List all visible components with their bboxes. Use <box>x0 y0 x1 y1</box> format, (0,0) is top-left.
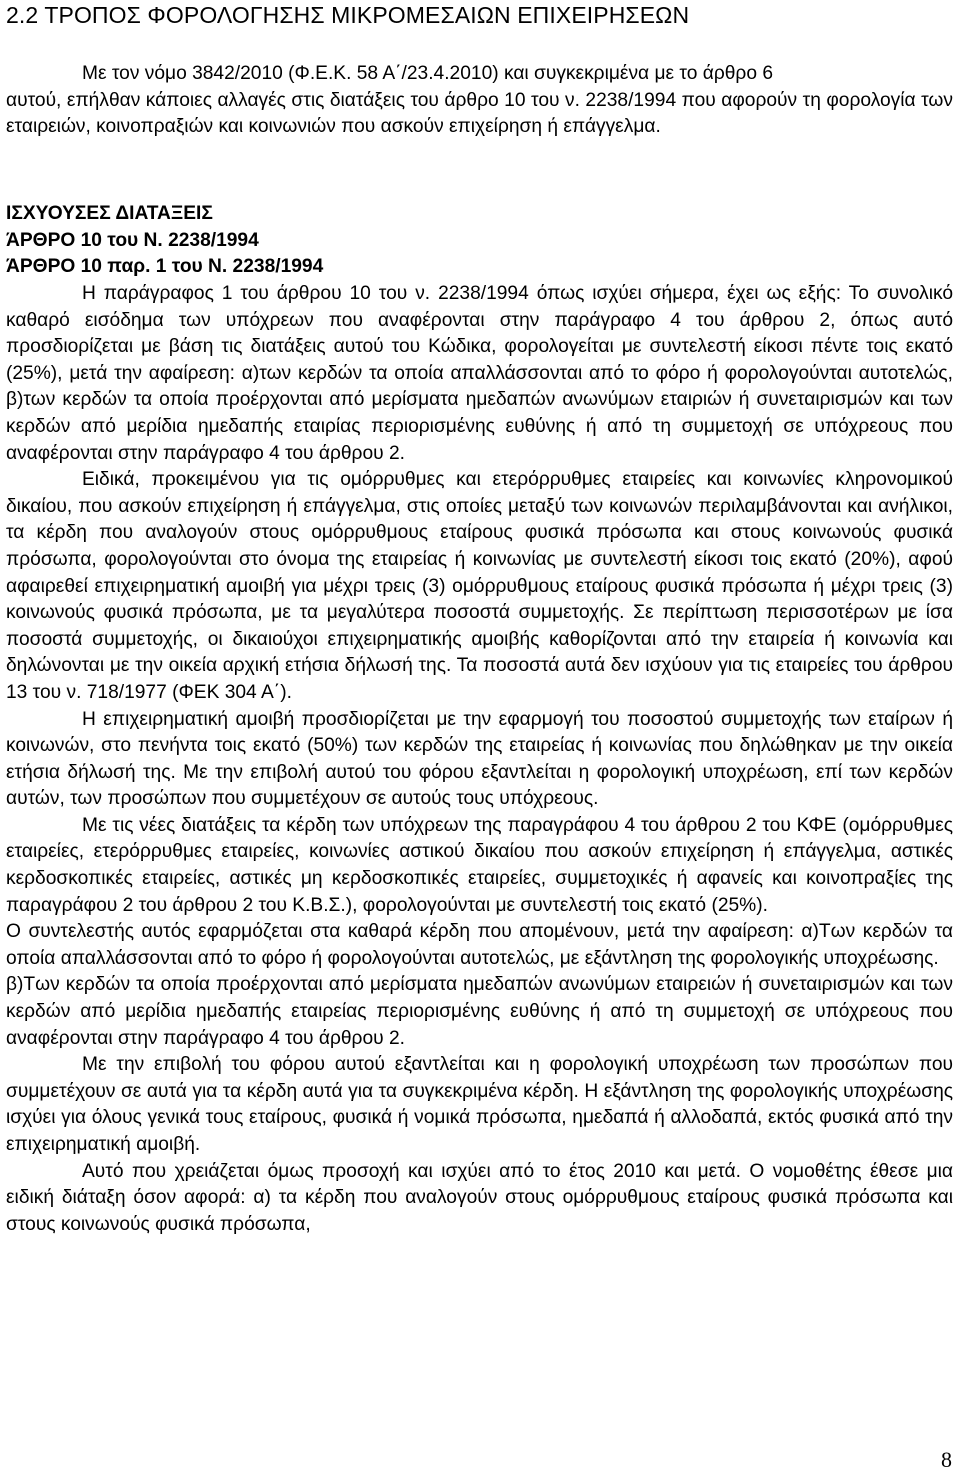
provisions-heading: ΙΣΧΥΟΥΣΕΣ ΔΙΑΤΑΞΕΙΣ <box>6 203 213 224</box>
paragraph-3: Η επιχειρηματική αμοιβή προσδιορίζεται με την εφαρμογή του ποσοστού συμμετοχής των εταίρων ή κοινωνών, στο πενήντα τοις εκατό (50%) των κερδών της εταιρείας ή κοινωνίας που δηλώθηκαν με την οικεία ετήσια δήλωσή της. Με την επιβολή αυτού του φόρου εξαντλείται η φορολογική υποχρέωση, επί των κερδών αυτών, των προσώπων που συμμετέχουν σε αυτούς τους υπόχρεους. <box>6 708 953 810</box>
paragraph-4: Με τις νέες διατάξεις τα κέρδη των υπόχρεων της παραγράφου 4 του άρθρου 2 του ΚΦΕ (ομόρρυθμες εταιρείες, ετερόρρυθμες εταιρείες, κοινωνίες αστικού δικαίου που ασκούν επιχείρηση ή επάγγελμα, αστικές κερδοσκοπικές εταιρείες, αστικές μη κερδοσκοπικές εταιρείες, συμμετοχικές ή αφανείς και κοινοπραξίες της παραγράφου 2 του άρθρου 2 του Κ.Β.Σ.), φορολογούνται με συντελεστή τοις εκατό (25%). <box>6 814 953 916</box>
paragraph-5: Ο συντελεστής αυτός εφαρμόζεται στα καθαρά κέρδη που απομένουν, μετά την αφαίρεση: α)Των κερδών τα οποία απαλλάσσονται από το φόρο ή φορολογούνται αυτοτελώς, με εξάντληση της φορολογικής υποχρέωσης. <box>6 921 953 969</box>
section-heading: 2.2 ΤΡΟΠΟΣ ΦΟΡΟΛΟΓΗΣΗΣ ΜΙΚΡΟΜΕΣΑΙΩΝ ΕΠΙΧΕΙΡΗΣΕΩΝ <box>6 2 690 28</box>
paragraph-8: Αυτό που χρειάζεται όμως προσοχή και ισχύει από το έτος 2010 και μετά. Ο νομοθέτης έθεσε μια ειδική διάταξη όσον αφορά: α) τα κέρδη που αναλογούν στους ομόρρυθμους εταίρους φυσικά πρόσωπα και στους κοινωνούς φυσικά πρόσωπα, <box>6 1160 953 1235</box>
article-paragraph-reference: ΆΡΘΡΟ 10 παρ. 1 του Ν. 2238/1994 <box>6 256 324 278</box>
paragraph-2: Ειδικά, προκειμένου για τις ομόρρυθμες και ετερόρρυθμες εταιρείες και κοινωνίες κληρονομικού δικαίου, που ασκούν επιχείρηση ή επάγγελμα, στις οποίες μεταξύ των κοινωνών περιλαμβάνονται και ανήλικοι, τα κέρδη που αναλογούν στους ομόρρυθμους εταίρους φυσικά πρόσωπα και στους κοινωνούς φυσικά πρόσωπα, φορολογούνται στο όνομα της εταιρείας ή κοινωνίας με συντελεστή είκοσι τοις εκατό (20%), αφού αφαιρεθεί επιχειρηματική αμοιβή για μέχρι τρεις (3) ομόρρυθμους εταίρους φυσικά πρόσωπα ή μέχρι τρεις (3) κοινωνούς φυσικά πρόσωπα, με τα μεγαλύτερα ποσοστά συμμετοχής. Σε περίπτωση περισσοτέρων με ίσα ποσοστά συμμετοχής, οι δικαιούχοι επιχειρηματικής αμοιβής καθορίζονται από την εταιρεία ή κοινωνία και δηλώνονται με την οικεία αρχική ετήσια δήλωσή της. Τα ποσοστά αυτά δεν ισχύουν για τις εταιρείες του άρθρου 13 του ν. 718/1977 (ΦΕΚ 304 Α΄). <box>6 469 953 703</box>
article-reference: ΆΡΘΡΟ 10 του Ν. 2238/1994 <box>6 229 259 251</box>
paragraph-1: Η παράγραφος 1 του άρθρου 10 του ν. 2238/1994 όπως ισχύει σήμερα, έχει ως εξής: Το συνολικό καθαρό εισόδημα των υπόχρεων που αναφέρονται στην παράγραφο 4 του άρθρου 2, όπως αυτό προσδιορίζεται με βάση τις διατάξεις αυτού του Κώδικα, φορολογείται με συντελεστή είκοσι πέντε τοις εκατό (25%), μετά την αφαίρεση: α)των κερδών τα οποία απαλλάσσονται από το φόρο ή φορολογούνται αυτοτελώς, β)των κερδών τα οποία προέρχονται από μερίσματα ημεδαπών ανωνύμων εταιριών ή συνεταιρισμών και των κερδών από μερίδια ημεδαπής εταιρίας περιορισμένης ευθύνης ή από τη συμμετοχή σε υπόχρεους που αναφέρονται στην παράγραφο 4 του άρθρου 2. <box>6 283 953 464</box>
intro-first-line: Με τον νόμο 3842/2010 (Φ.Ε.Κ. 58 Α΄/23.4.2010) και συγκεκριμένα με το άρθρο 6 <box>82 63 773 84</box>
provisions-heading-block <box>6 201 323 281</box>
intro-continuation: αυτού, επήλθαν κάποιες αλλαγές στις διατάξεις του άρθρο 10 του ν. 2238/1994 που αφορούν τη φορολογία των εταιρειών, κοινοπραξιών και κοινωνιών που ασκούν επιχείρηση ή επάγγελμα. <box>6 89 953 138</box>
paragraph-6: β)Των κερδών τα οποία προέρχονται από μερίσματα ημεδαπών ανωνύμων εταιρειών ή συνεταιρισμών και των κερδών από μερίδια ημεδαπής εταιρείας περιορισμένης ευθύνης ή από τη συμμετοχή σε υπόχρεους που αναφέρονται στην παράγραφο 4 του άρθρου 2. <box>6 974 953 1049</box>
paragraph-7: Με την επιβολή του φόρου αυτού εξαντλείται και η φορολογική υποχρέωση των προσώπων που συμμετέχουν σε αυτά για τα κέρδη αυτά για τα συγκεκριμένα κέρδη. Η εξάντληση της φορολογικής υποχρέωσης ισχύει για όλους γενικά τους εταίρους, φυσικά ή νομικά πρόσωπα, ημεδαπά ή αλλοδαπά, εκτός φυσικά από την επιχειρηματική αμοιβή. <box>6 1054 953 1155</box>
intro-paragraph <box>6 61 953 141</box>
page-number: 8 <box>941 1447 952 1472</box>
main-text <box>6 281 953 1238</box>
